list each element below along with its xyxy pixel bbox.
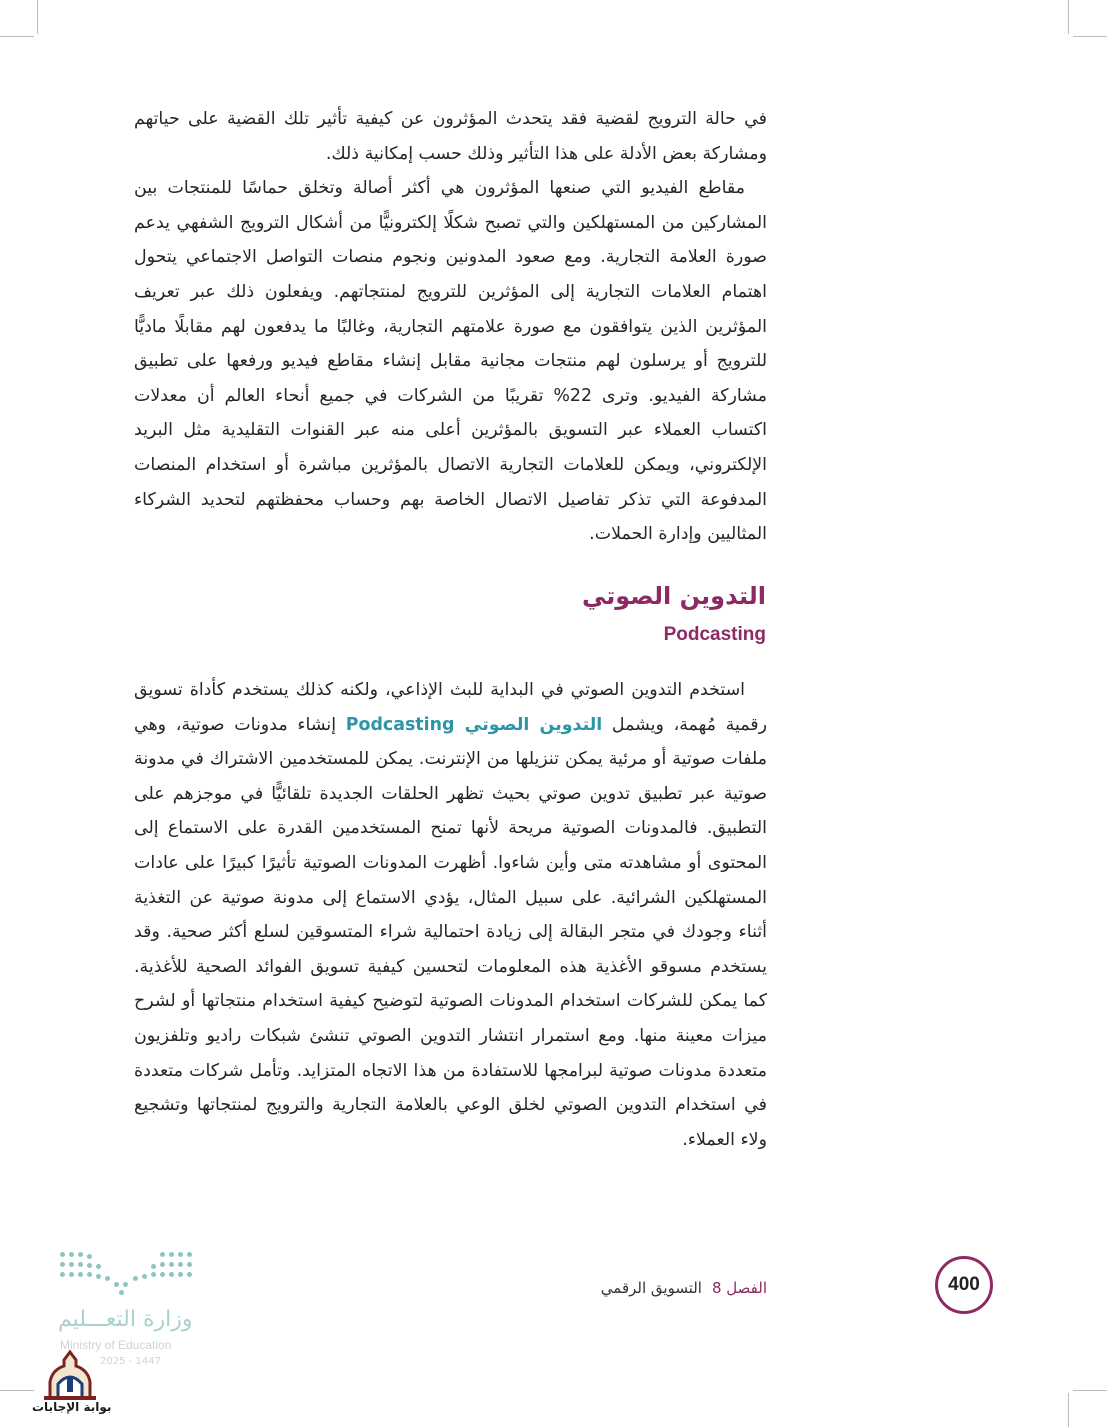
crop-mark bbox=[37, 0, 38, 34]
chapter-title: التسويق الرقمي bbox=[600, 1279, 702, 1297]
crop-mark bbox=[1068, 0, 1069, 34]
chapter-label: الفصل 8 bbox=[711, 1279, 767, 1297]
crop-mark bbox=[0, 1390, 34, 1391]
paragraph-part: استخدم التدوين الصوتي في البداية للبث الإذاعي، ولكنه كذلك يستخدم كأداة تسويق رقمية مُهمة، ويشمل bbox=[134, 680, 767, 735]
crop-mark bbox=[1068, 1393, 1069, 1427]
site-logo-icon bbox=[30, 1348, 110, 1427]
site-name: بوابة الإجابات bbox=[32, 1400, 112, 1414]
highlighted-term: التدوين الصوتي Podcasting bbox=[345, 714, 603, 735]
paragraph: مقاطع الفيديو التي صنعها المؤثرون هي أكثر أصالة وتخلق حماسًا للمنتجات بين المشاركين من المستهلكين والتي تصبح شكلًا إلكترونيًّا من أشكال الترويج الشفهي يدعم صورة العلامة التجارية. ومع صعود المدونين ونجوم منصات التواصل الاجتماعي يتحول اهتمام العلامات التجارية إلى المؤثرين للترويج لمنتجاتهم. ويفعلون ذلك عبر تعريف المؤثرين الذين يتوافقون مع صورة علامتهم التجارية، وغالبًا ما يدفعون لهم مقابلًا ماديًّا للترويج أو يرسلون لهم منتجات مجانية مقابل إنشاء مقاطع فيديو ورفعها على تطبيق مشاركة الفيديو. وترى 22% تقريبًا من الشركات في جميع أنحاء العالم أن معدلات اكتساب العملاء عبر التسويق بالمؤثرين أعلى منه عبر القنوات التقليدية مثل البريد الإلكتروني، ويمكن للعلامات التجارية الاتصال بالمؤثرين مباشرة أو استخدام المنصات المدفوعة التي تذكر تفاصيل الاتصال الخاصة بهم وحساب محفظتهم لتحديد الشركاء المثاليين وإدارة الحملات. bbox=[134, 178, 767, 545]
chapter-footer bbox=[601, 1279, 767, 1297]
ministry-year: 2025 - 1447 bbox=[100, 1356, 161, 1367]
body-text-top bbox=[134, 102, 767, 552]
paragraph-part: إنشاء مدونات صوتية، وهي ملفات صوتية أو مرئية يمكن تنزيلها من الإنترنت. يمكن للمستخدمين الاشتراك في مدونة صوتية عبر تطبيق تدوين صوتي بحيث تظهر الحلقات الجديدة تلقائيًّا في موجزهم على التطبيق. فالمدونات الصوتية مريحة لأنها تمنح المستخدمين القدرة على الاستماع إلى المحتوى أو مشاهدته متى وأين شاءوا. أظهرت المدونات الصوتية تأثيرًا كبيرًا على عادات المستهلكين الشرائية. على سبيل المثال، يؤدي الاستماع إلى مدونة صوتية عن التغذية أثناء وجودك في متجر البقالة إلى زيادة احتمالية شراء المتسوقين لسلع أكثر صحية. وقد يستخدم مسوقو الأغذية هذه المعلومات لتحسين كيفية تسويق الفوائد الصحية للأغذية. كما يمكن للشركات استخدام المدونات الصوتية لتوضيح كيفية استخدام منتجاتها أو لشرح ميزات معينة منها. ومع استمرار انتشار التدوين الصوتي تنشئ شبكات راديو وتلفزيون متعددة مدونات صوتية لبرامجها للاستفادة من هذا الاتجاه المتزايد. وتأمل شركات متعددة في استخدام التدوين الصوتي لخلق الوعي بالعلامة التجارية والترويج لمنتجاتها وتشجيع ولاء العملاء. bbox=[134, 714, 767, 1150]
paragraph bbox=[134, 673, 767, 1157]
crop-mark bbox=[0, 36, 34, 37]
ministry-name-arabic: وزارة التعـــليم bbox=[58, 1307, 193, 1332]
section-subtitle: Podcasting bbox=[663, 624, 766, 645]
body-text-podcasting bbox=[134, 673, 767, 1157]
crop-mark bbox=[1073, 1390, 1107, 1391]
section-title: التدوين الصوتي bbox=[581, 582, 766, 610]
page-number-badge: 400 bbox=[935, 1256, 993, 1314]
ministry-name-english: Ministry of Education bbox=[60, 1338, 172, 1352]
crop-mark bbox=[1073, 36, 1107, 37]
paragraph: في حالة الترويج لقضية فقد يتحدث المؤثرون عن كيفية تأثير تلك القضية على حياتهم ومشاركة بعض الأدلة على هذا التأثير وذلك حسب إمكانية ذلك. bbox=[134, 109, 767, 164]
